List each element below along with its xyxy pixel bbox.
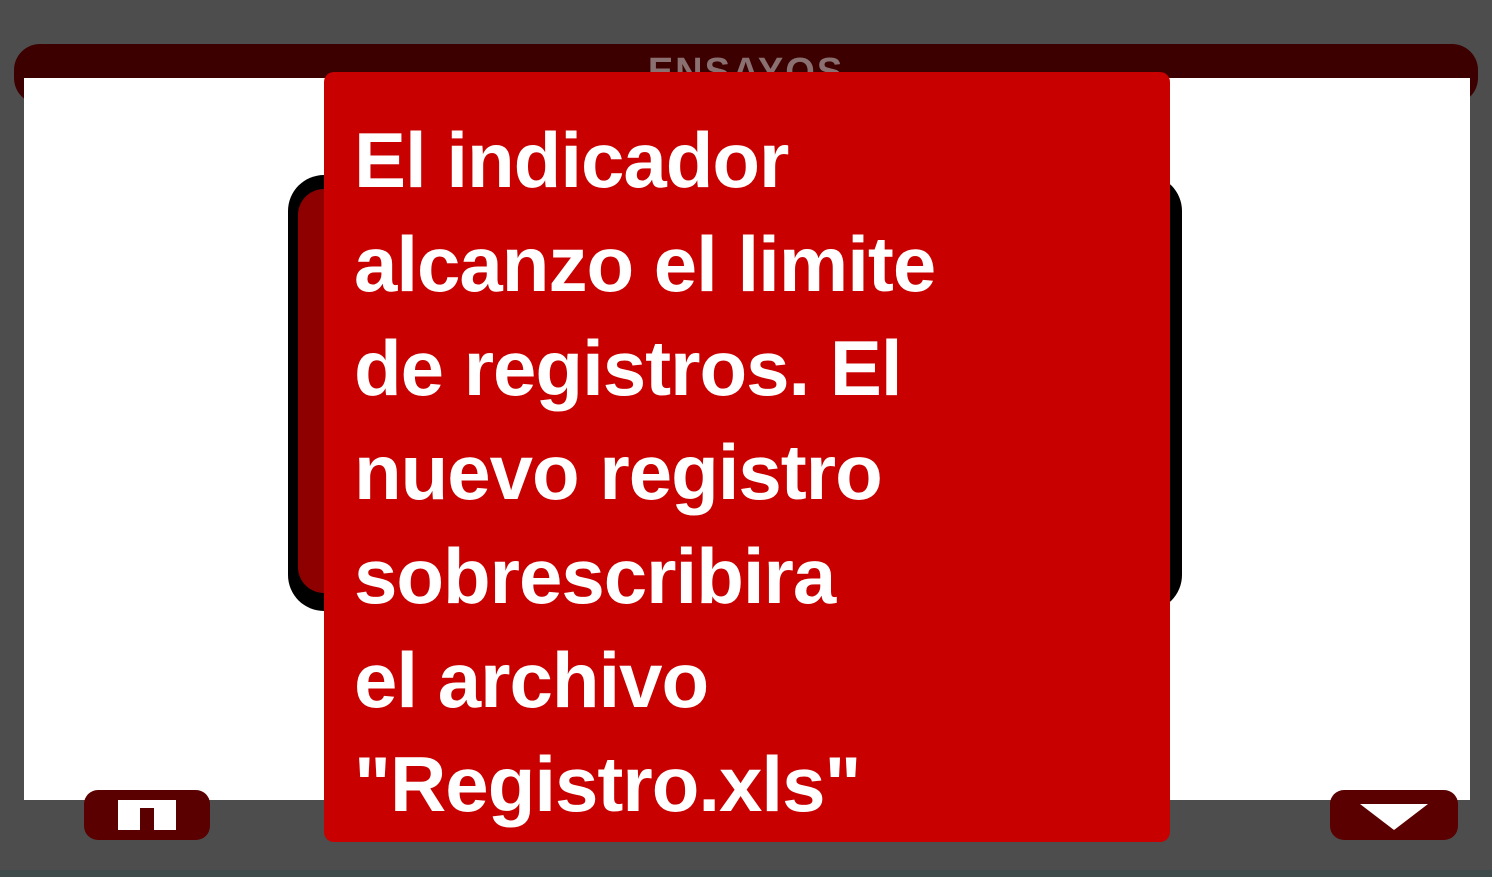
scroll-down-button[interactable]: [1330, 790, 1458, 840]
limit-reached-toast: [324, 72, 1170, 842]
toast-message: El indicador alcanzo el limite de registros. El nuevo registro sobrescribira el archivo "Registro.xls": [354, 116, 936, 828]
home-button[interactable]: [84, 790, 210, 840]
chevron-down-icon: [1358, 798, 1430, 832]
bottom-strip: [0, 870, 1492, 877]
home-icon: [114, 796, 180, 830]
